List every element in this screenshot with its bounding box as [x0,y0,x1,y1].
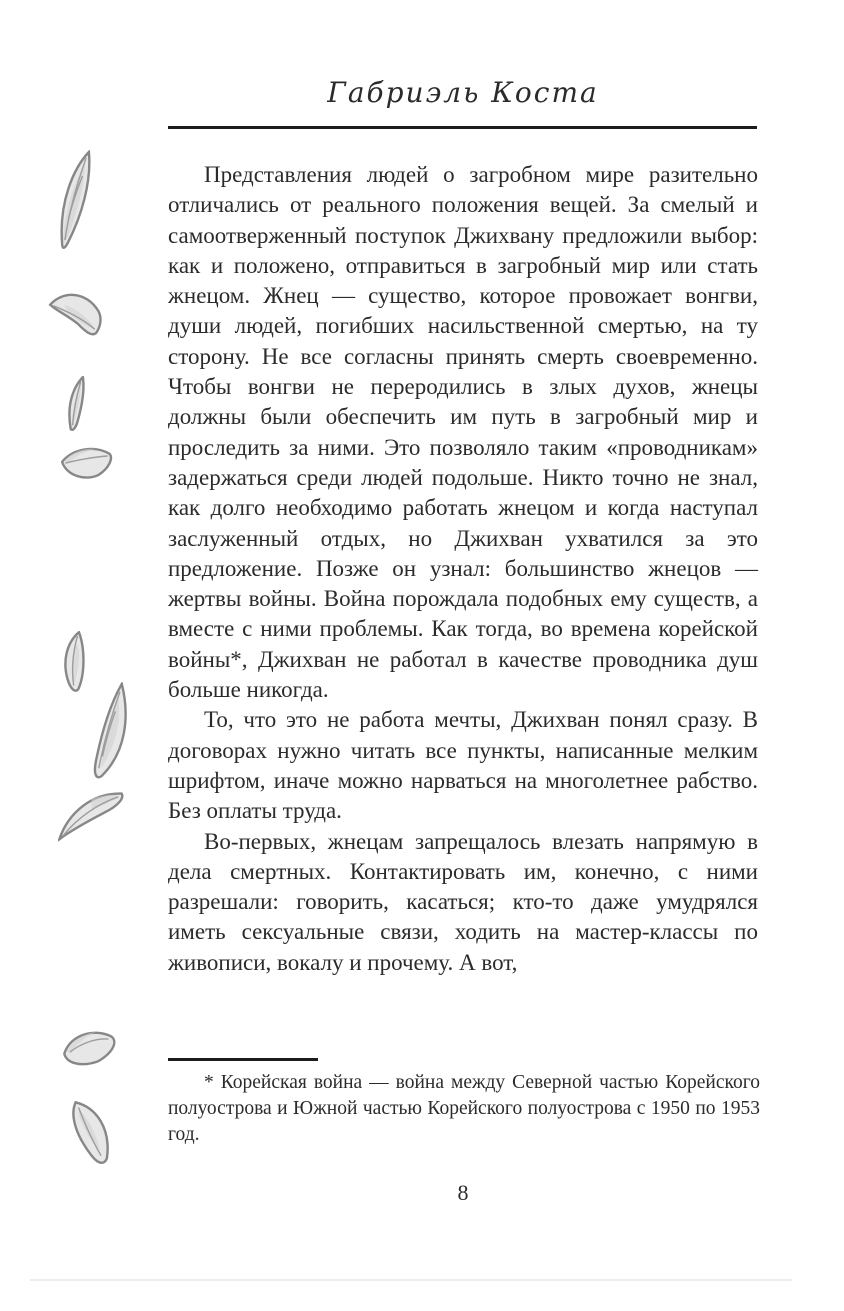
leaf-sketch-icon [55,1101,114,1166]
leaf-sketch-icon [62,1027,120,1070]
leaf-sketch-icon [64,376,91,432]
leaf-sketch-icon [61,444,114,484]
header-rule [168,126,757,129]
leaf-sketch-icon [48,289,103,345]
paragraph-1: Представления людей о загробном мире разительно отличались от реального положения вещей. За смелый и самоотверженный поступок Джихвану предложили выбор: как и положено, отправиться в загробный мир или стать жнецом. Жнец — существо, которое провожает вонгви, души людей, погибших насильственной смертью, на ту сторону. Не все согласны принять смерть своевременно. Чтобы вонгви не переродились в злых духов, жнецы должны были обеспечить им путь в загробный мир и проследить за ними. Это позволяло таким «проводникам» задержаться среди людей подольше. Никто точно не знал, как долго необходимо работать жнецом и когда наступал заслуженный отдых, но Джихван ухватился за это предложение. Позже он узнал: большинство жнецов — жертвы войны. Война порождала подобных ему существ, а вместе с ними проблемы. Как тогда, во времена корейской войны*, Джихван не работал в качестве проводника душ больше никогда. [168,162,758,703]
running-header-author: Габриэль Коста [327,76,599,109]
body-text [168,160,758,978]
leaf-sketch-icon [58,787,125,842]
paragraph-3: Во-первых, жнецам запрещалось влезать напрямую в дела смертных. Контактировать им, конечно, с ними разрешали: говорить, касаться; кто-то даже умудрялся иметь сексуальные связи, ходить на мастер-классы по живописи, вокалу и прочему. А вот, [168,828,758,975]
paragraph-2: То, что это не работа мечты, Джихван понял сразу. В договорах нужно читать все пункты, написанные мелким шрифтом, иначе можно нарваться на многолетнее рабство. Без оплаты труда. [168,707,758,824]
leaf-sketch-icon [85,682,131,780]
footnote-rule [168,1058,318,1061]
page-bottom-edge-line [30,1279,792,1281]
leaf-sketch-icon [53,150,99,250]
page-number: 8 [457,1180,469,1205]
footnote-text: * Корейская война — война между Северной частью Корейского полуострова и Южной частью Корейского полуострова с 1950 по 1953 год. [168,1072,760,1145]
